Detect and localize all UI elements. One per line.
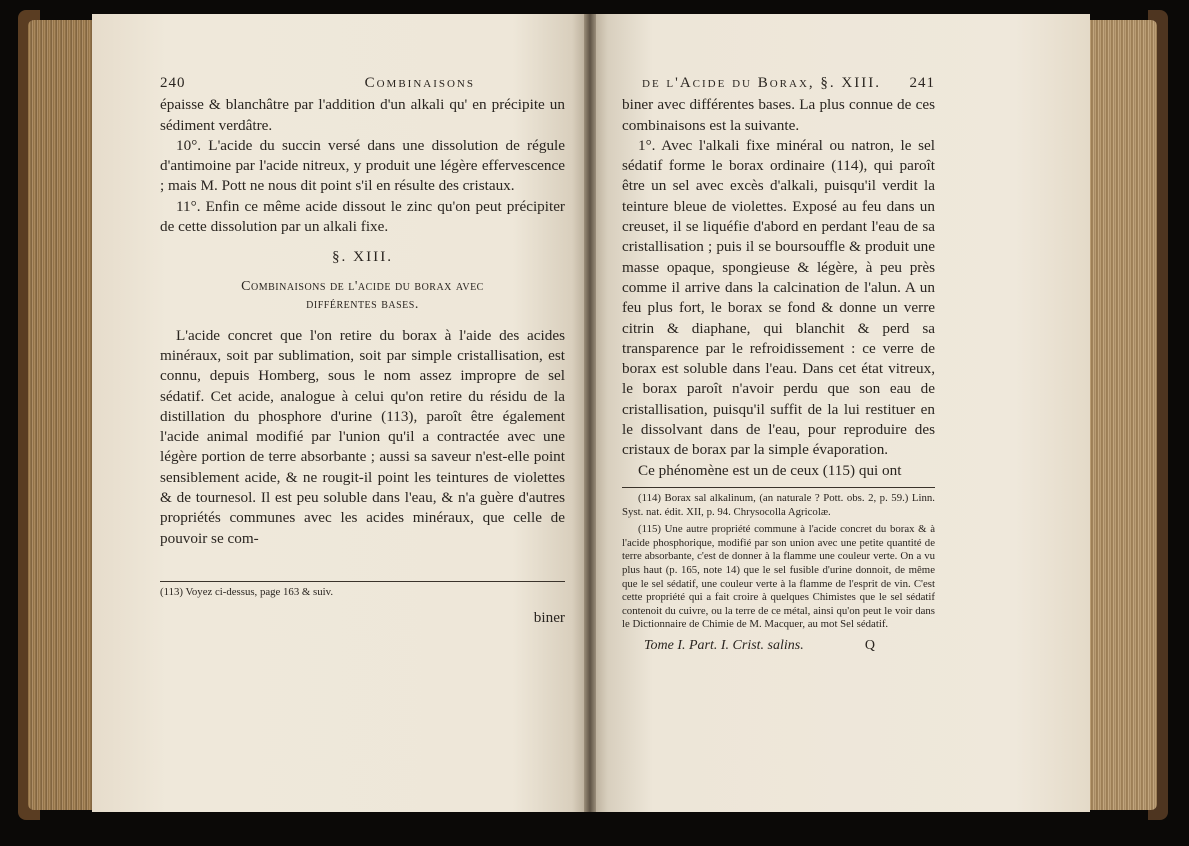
right-running-head: [622, 73, 935, 93]
left-page-text: [160, 73, 565, 628]
paragraph: Ce phénomène est un de ceux (115) qui ont: [638, 461, 902, 479]
signature-line: [622, 636, 935, 656]
right-page-text: [622, 73, 935, 656]
page-number: 241: [909, 75, 935, 91]
signature-text: Tome I. Part. I. Crist. salins.: [644, 637, 804, 653]
running-title: de l'Acide du Borax, §. XIII.: [642, 75, 881, 91]
footnote-rule: [622, 487, 935, 488]
footnote: (115) Une autre propriété commune à l'acide concret du borax & à l'acide phosphorique, modifié par son union avec une petite quantité de terre absorbante, c'est de donner à la flamme une couleur verte. On a vu plus haut (p. 165, note 14) que le sel fusible d'urine donnoit, de même que le sel sédatif, une couleur verte à la flamme de l'esprit de vin. C'est cette propriété qui a fait croire à quelques Chimistes que le sel sédatif contenoit du cuivre, ou la terre de ce métal, ainsi qu'on peut le voir dans le Dictionnaire de Chimie de M. Macquer, au mot Sel sédatif.: [622, 523, 935, 631]
page-edges-right: [1085, 20, 1157, 810]
paragraph: épaisse & blanchâtre par l'addition d'un alkali qu' en précipite un sédiment verdâtre.: [160, 96, 565, 134]
signature-mark: Q: [864, 637, 875, 653]
paragraph: 11°. Enfin ce même acide dissout le zinc qu'on peut précipiter de cette dissolution par un alkali fixe.: [160, 197, 565, 236]
footnote-rule: [160, 581, 565, 582]
heading-line: Combinaisons de l'acide du borax avec: [241, 278, 484, 294]
running-title: Combinaisons: [364, 75, 475, 91]
footnote: (113) Voyez ci-dessus, page 163 & suiv.: [160, 585, 334, 598]
section-number: §. XIII.: [331, 248, 394, 266]
book-gutter: [584, 14, 596, 812]
left-running-head: [160, 73, 565, 93]
footnote: (114) Borax sal alkalinum, (an naturale ? Pott. obs. 2, p. 59.) Linn. Syst. nat. édit. XII, p. 94. Chrysocolla Agricolæ.: [622, 491, 935, 518]
paragraph: 10°. L'acide du succin versé dans une dissolution de régule d'antimoine par l'acide nitreux, y produit une légère effervescence ; mais M. Pott ne nous dit point s'il en résulte des cristaux.: [160, 136, 565, 195]
paragraph: biner avec différentes bases. La plus connue de ces combinaisons est la suivante.: [622, 96, 935, 134]
section-heading: [160, 278, 565, 314]
paragraph: 1°. Avec l'alkali fixe minéral ou natron, le sel sédatif forme le borax ordinaire (114), qui paroît être un sel avec excès d'alkali, puisqu'il verdit la teinture bleue de violettes. Exposé au feu dans un creuset, il se liquéfie d'abord en perdant l'eau de sa cristallisation ; puis il se boursouffle & produit une masse opaque, spongieuse & légère, à peu près comme il arrive dans la calcination de l'alun. A un feu plus fort, le borax se fond & donne un verre citrin & diaphane, qui blanchit & perd sa transparence par le refroidissement : ce verre de borax est soluble dans l'eau. Dans cet état vitreux, le borax paroît n'avoir perdu que son eau de cristallisation, puisqu'il suffit de la lui restituer en le dissolvant dans de l'eau, pour reproduire des cristaux de borax par la simple évaporation.: [622, 136, 935, 459]
catchword: biner: [533, 608, 565, 626]
heading-line: différentes bases.: [306, 296, 419, 312]
paragraph: L'acide concret que l'on retire du borax à l'aide des acides minéraux, soit par sublimation, soit par simple cristallisation, est connu, depuis Homberg, sous le nom assez impropre de sel sédatif. Cet acide, analogue à celui qu'on retire du résidu de la distillation du phosphore d'urine (113), paroît être également l'acide animal modifié par l'union qu'il a contractée avec une légère portion de terre absorbante ; aussi sa saveur n'est-elle point sensiblement acide, & ne rougit-il point les teintures de violettes & de tournesol. Il est peu soluble dans l'eau, & n'a guère d'autres propriétés communes avec les acides minéraux, que celle de pouvoir se com-: [160, 326, 565, 547]
page-number: 240: [160, 75, 186, 91]
